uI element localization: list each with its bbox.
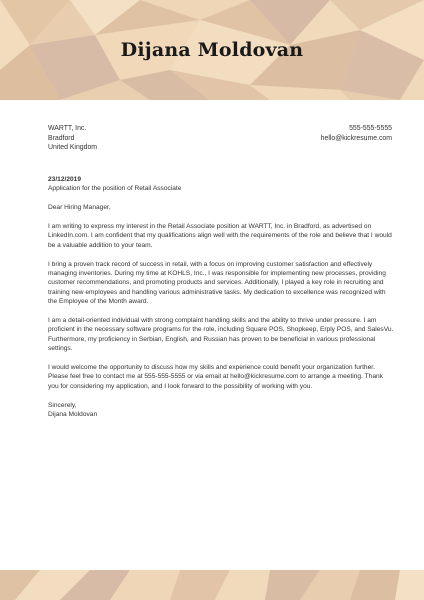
letter-closing: Sincerely, [48,401,77,409]
letter-body [48,175,394,419]
geometric-background-footer [0,570,424,600]
letter-paragraph: I am writing to express my interest in the Retail Associate position at WARTT, Inc. in Bradford, as advertised on LinkedIn.com. I am confident that my qualifications align well with the requirements of the role and believe that I would be a valuable addition to your team. [48,223,392,249]
applicant-name: Dijana Moldovan [120,39,304,61]
letter-paragraph: I bring a proven track record of success in retail, with a focus on improving customer satisfaction and effectively managing inventories. During my time at KOHLS, Inc., I was responsible for implementing new processes, providing customer recommendations, and promoting products and services. Additionally, I played a key role in recruiting and training new employees and handling various administrative tasks. My dedication to excellence was recognized with the Employee of the Month award. [48,260,386,306]
recipient-address [48,124,97,153]
recipient-country: United Kingdom [48,144,98,152]
sender-contact [321,124,392,143]
sender-phone: 555-555-5555 [349,125,392,132]
recipient-city: Bradford [48,134,75,142]
letter-salutation: Dear Hiring Manager, [48,204,111,212]
letter-paragraph: I am a detail-oriented individual with strong complaint handling skills and the ability to thrive under pressure. I am proficient in the necessary software programs for the role, including Square POS, Shopkeep, Erply POS, and SalesVu. Furthermore, my proficiency in Serbian, English, and Russian has proven to be beneficial in various professional settings. [48,317,394,353]
letter-signature: Dijana Moldovan [48,411,98,419]
letter-subject: Application for the position of Retail Associate [48,185,182,193]
recipient-company: WARTT, Inc. [48,125,87,132]
letter-date: 23/12/2019 [48,176,82,183]
sender-email: hello@kickresume.com [320,134,392,142]
letter-paragraph: I would welcome the opportunity to discuss how my skills and experience could benefit your organization further. Please feel free to contact me at 555-555-5555 or via email at hello@kickresume.com to arrange a meeting. Thank you for considering my application, and I look forward to the possibility of working with you. [48,364,383,390]
footer-banner [0,570,424,600]
header-banner [0,0,424,100]
